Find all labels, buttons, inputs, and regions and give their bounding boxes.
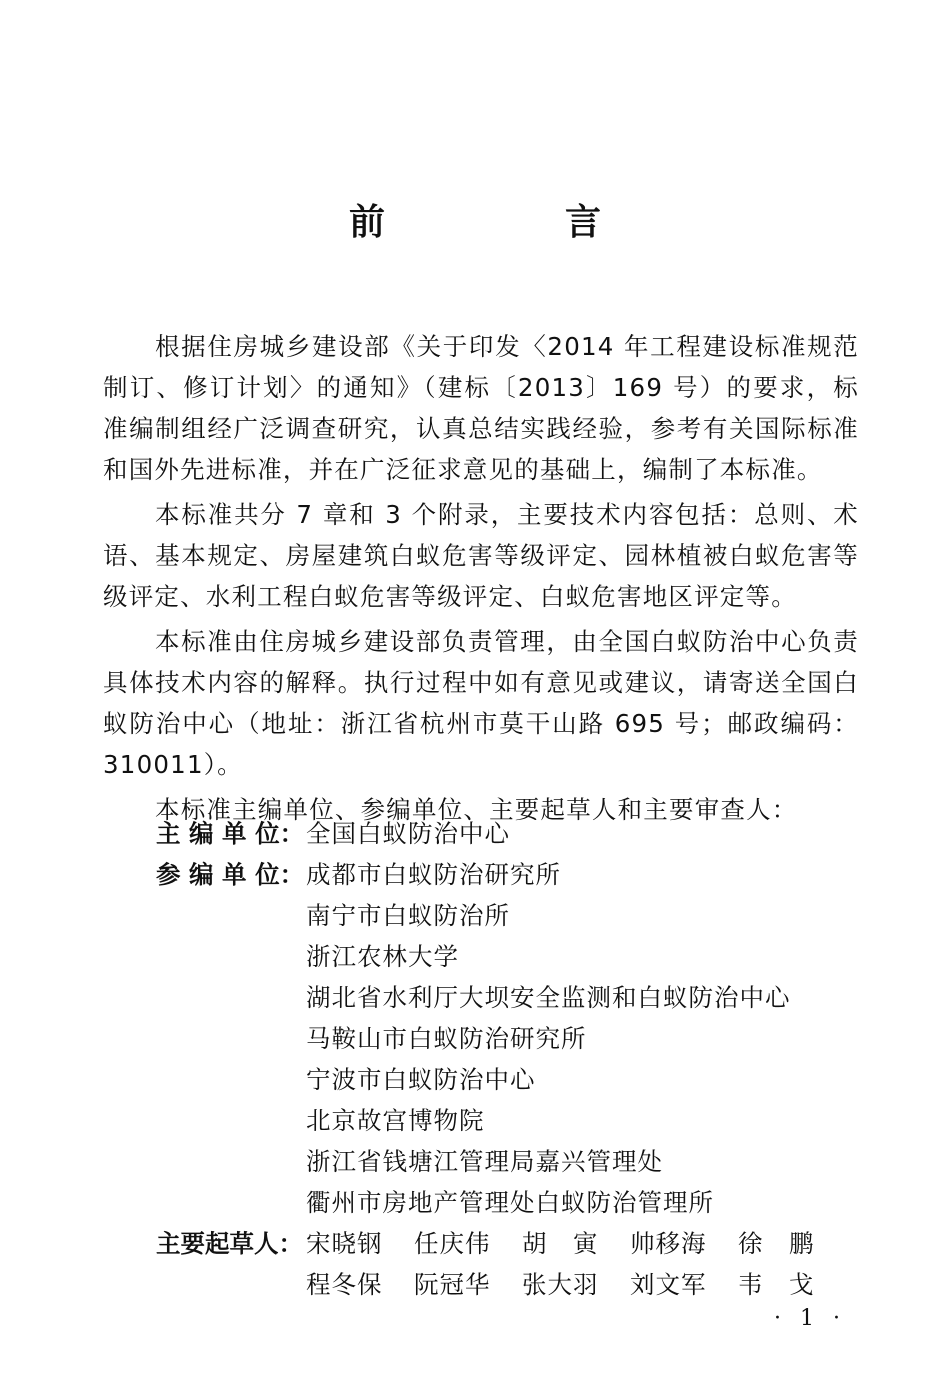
participating-unit: 浙江农林大学 [306, 942, 459, 971]
participating-unit: 成都市白蚁防治研究所 [306, 860, 561, 889]
drafter-name: 程冬保 [306, 1270, 383, 1299]
drafter-name: 阮冠华 [414, 1270, 491, 1299]
participating-unit: 北京故宫博物院 [306, 1106, 485, 1135]
participating-unit: 衢州市房地产管理处白蚁防治管理所 [306, 1188, 714, 1217]
units-list [156, 813, 859, 1305]
drafter-name: 刘文军 [630, 1270, 707, 1299]
drafters-row [156, 1264, 859, 1305]
participating-unit: 南宁市白蚁防治所 [306, 901, 510, 930]
participating-unit: 湖北省水利厅大坝安全监测和白蚁防治中心 [306, 983, 791, 1012]
participating-unit-row [156, 854, 859, 895]
participating-unit: 马鞍山市白蚁防治研究所 [306, 1024, 587, 1053]
page-title: 前 言 [348, 202, 673, 243]
drafters-label: 主要起草人： [156, 1229, 303, 1258]
drafter-name: 张大羽 [522, 1270, 599, 1299]
preface-body [103, 326, 859, 834]
chief-unit-label: 主 编 单 位： [156, 819, 305, 848]
participating-unit: 宁波市白蚁防治中心 [306, 1065, 536, 1094]
drafter-name: 韦 戈 [738, 1270, 815, 1299]
participating-units-label: 参 编 单 位： [156, 860, 305, 889]
participating-unit-row [156, 1141, 859, 1182]
chief-unit-value: 全国白蚁防治中心 [306, 819, 510, 848]
paragraph-4: 本标准主编单位、参编单位、主要起草人和主要审查人： [155, 795, 798, 824]
participating-unit-row [156, 977, 859, 1018]
drafter-name: 帅移海 [630, 1229, 707, 1258]
chief-unit-row [156, 813, 859, 854]
participating-unit-row [156, 1059, 859, 1100]
participating-unit: 浙江省钱塘江管理局嘉兴管理处 [306, 1147, 663, 1176]
page-number: · 1 · [774, 1306, 846, 1331]
participating-unit-row [156, 1100, 859, 1141]
drafter-name: 宋晓钢 [306, 1229, 383, 1258]
paragraph-2: 本标准共分 7 章和 3 个附录，主要技术内容包括：总则、术语、基本规定、房屋建筑白蚁危害等级评定、园林植被白蚁危害等级评定、水利工程白蚁危害等级评定、白蚁危害地区评定等。 [103, 500, 859, 611]
participating-unit-row [156, 895, 859, 936]
paragraph-1: 根据住房城乡建设部《关于印发〈2014 年工程建设标准规范制订、修订计划〉的通知》（建标〔2013〕169 号）的要求，标准编制组经广泛调查研究，认真总结实践经验，参考有关国际标准和国外先进标准，并在广泛征求意见的基础上，编制了本标准。 [103, 332, 859, 484]
participating-unit-row [156, 1018, 859, 1059]
drafters-row [156, 1223, 859, 1264]
participating-unit-row [156, 936, 859, 977]
participating-unit-row [156, 1182, 859, 1223]
paragraph-3: 本标准由住房城乡建设部负责管理，由全国白蚁防治中心负责具体技术内容的解释。执行过程中如有意见或建议，请寄送全国白蚁防治中心（地址：浙江省杭州市莫干山路 695 号；邮政编码：310011）。 [103, 627, 859, 779]
drafter-name: 徐 鹏 [738, 1229, 815, 1258]
drafter-name: 胡 寅 [522, 1229, 599, 1258]
drafter-name: 任庆伟 [414, 1229, 491, 1258]
